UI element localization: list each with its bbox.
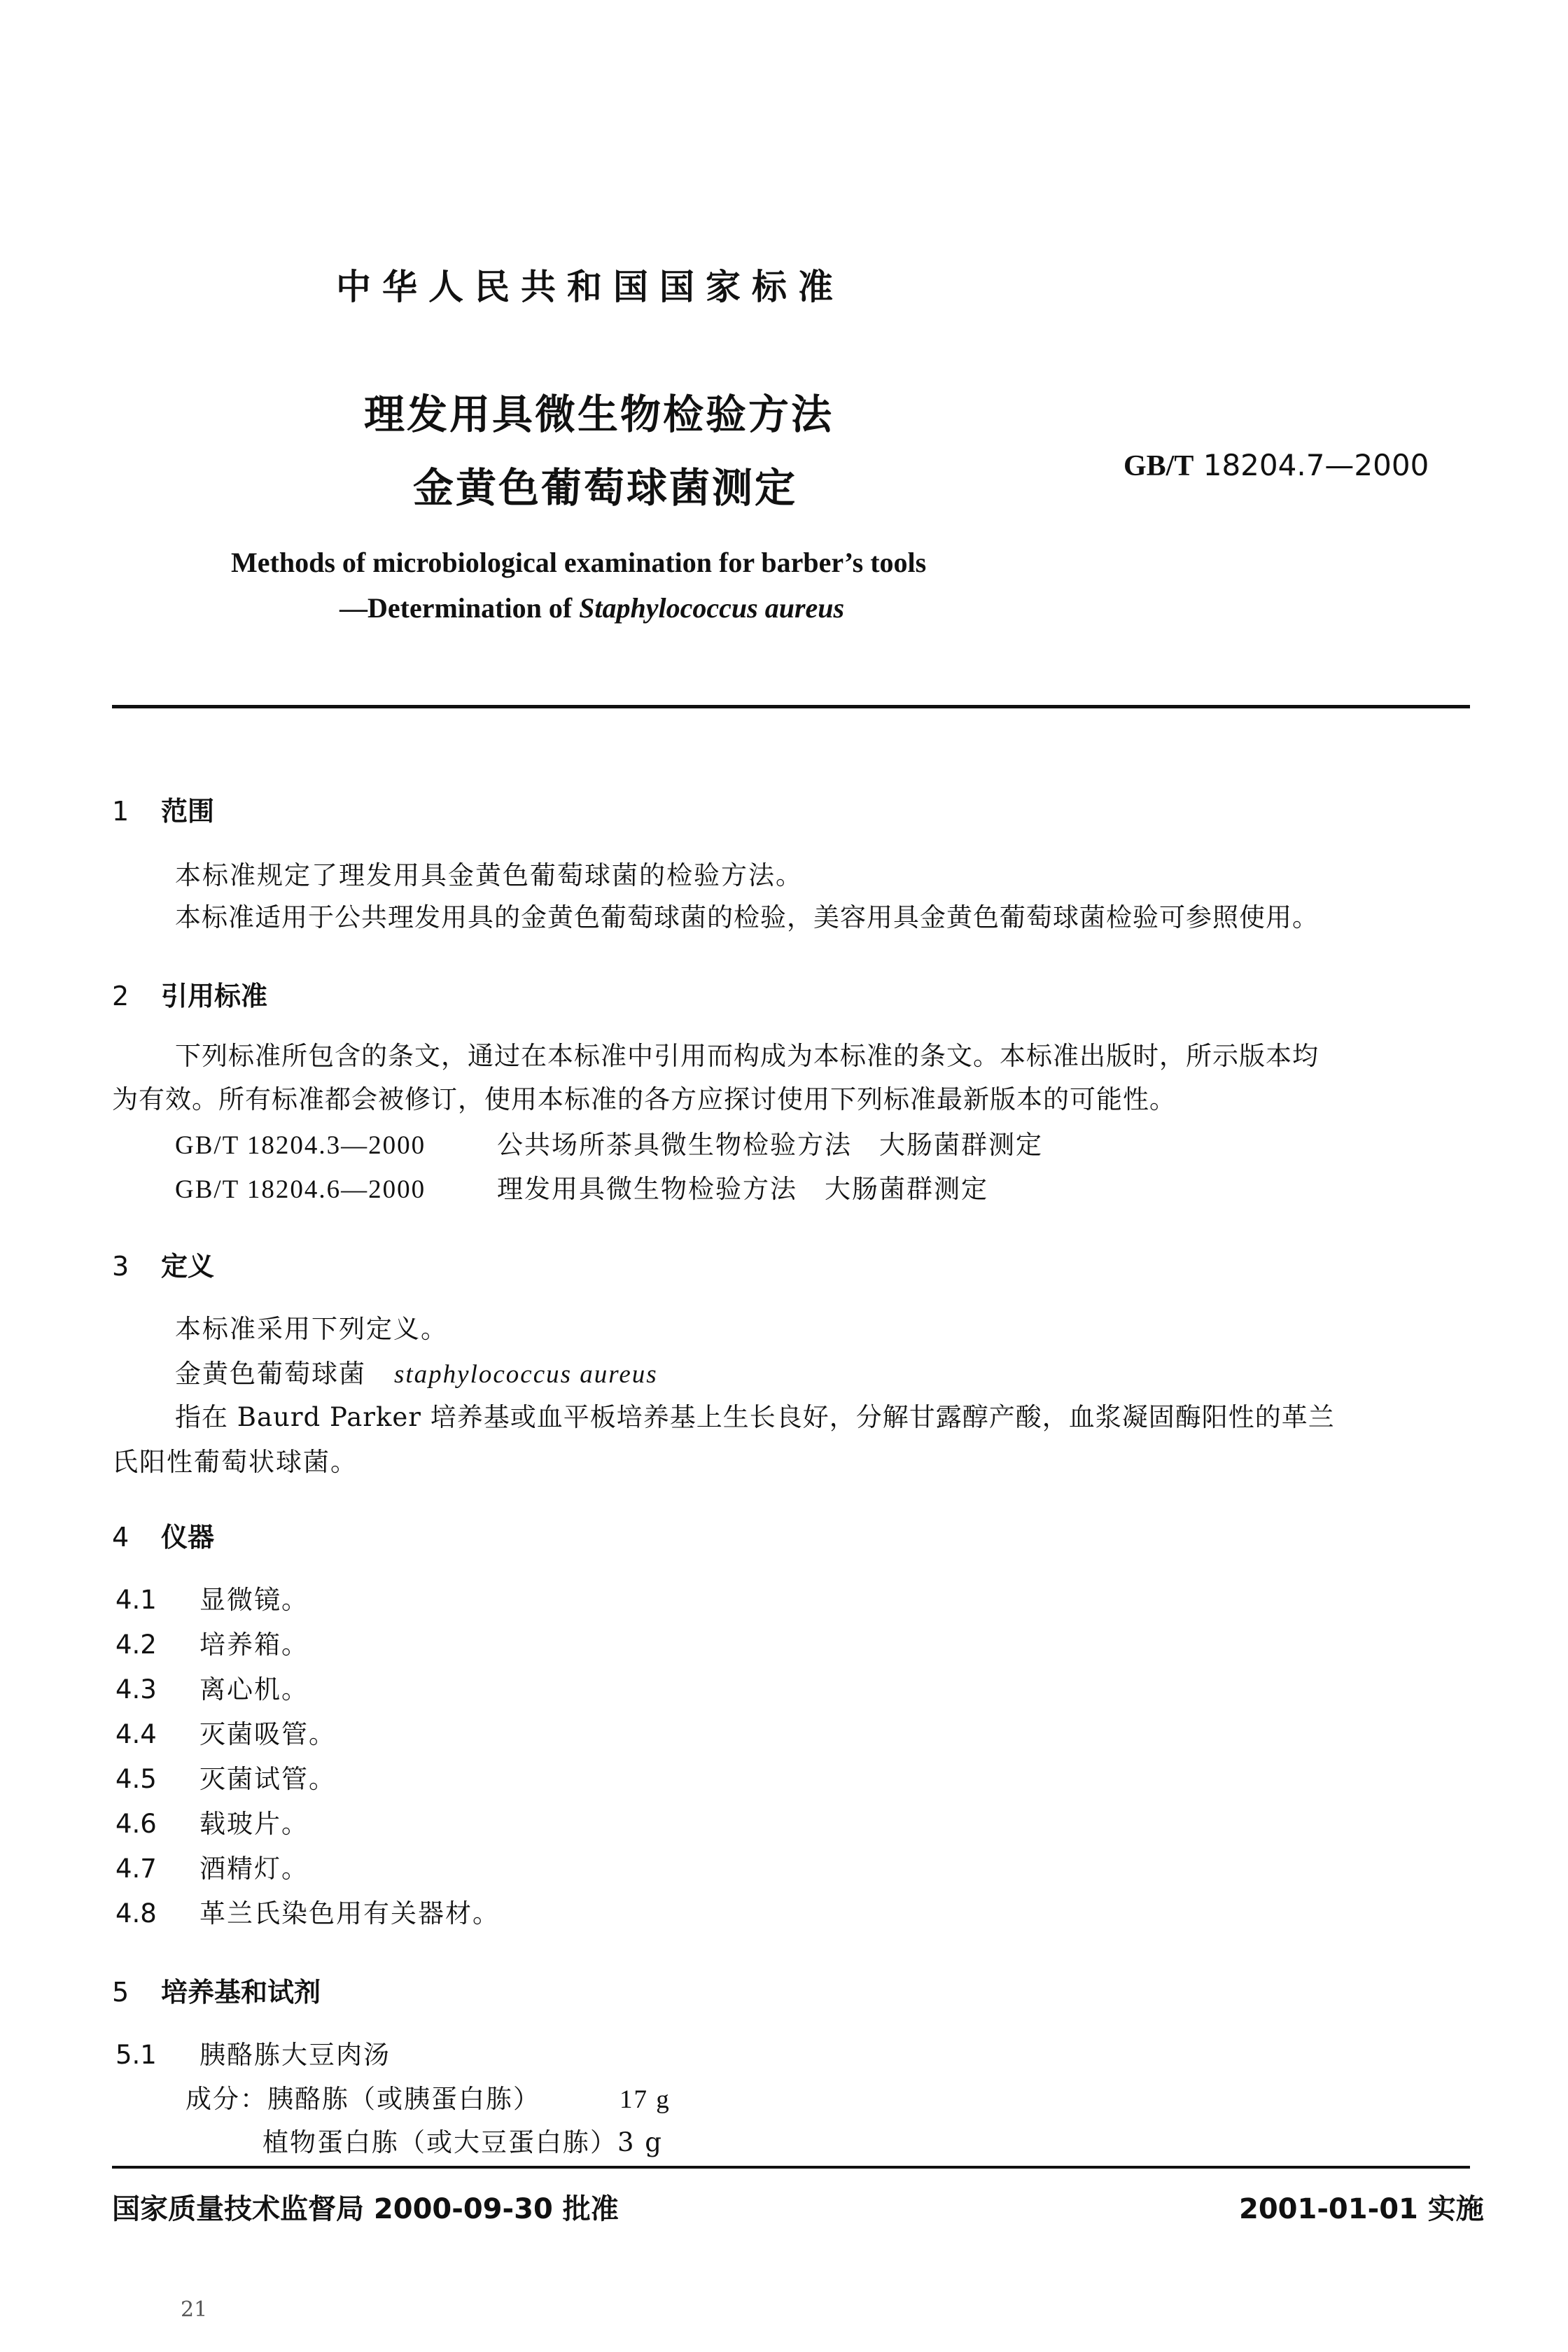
section-1-paragraph-2: 本标准适用于公共理发用具的金黄色葡萄球菌的检验，美容用具金黄色葡萄球菌检验可参照使用。 [175, 902, 1319, 932]
list-item [115, 1578, 309, 1616]
chinese-title-line1: 理发用具微生物检验方法 [364, 391, 834, 438]
list-item [115, 1668, 309, 1706]
list-item [115, 1713, 336, 1751]
term-latin: staphylococcus aureus [394, 1360, 658, 1389]
item-text: 革兰氏染色用有关器材。 [200, 1898, 500, 1928]
reference-code: GB/T 18204.3—2000 [175, 1131, 426, 1160]
section-3-paragraph-1: 本标准采用下列定义。 [175, 1314, 448, 1344]
reference-2 [175, 1168, 988, 1205]
reference-title: 理发用具微生物检验方法 大肠菌群测定 [497, 1174, 988, 1204]
item-number: 4.3 [115, 1674, 157, 1704]
item-number: 4.8 [115, 1898, 157, 1928]
item-number: 4.1 [115, 1585, 157, 1615]
item-number: 4.7 [115, 1854, 157, 1884]
english-title-line1: Methods of microbiological examination for barber’s tools [231, 547, 927, 578]
item-number: 4.4 [115, 1719, 157, 1749]
english-title-prefix: —Determination of [340, 592, 580, 624]
standard-code [1124, 448, 1429, 483]
item-number: 4.5 [115, 1764, 157, 1794]
item-text: 载玻片。 [200, 1809, 309, 1839]
item-number: 4.2 [115, 1630, 157, 1660]
ingredient-line-1 [186, 2078, 671, 2115]
definition-line2: 氏阳性葡萄状球菌。 [112, 1447, 358, 1477]
item-text: 酒精灯。 [200, 1854, 309, 1884]
ingredient-line-2: 植物蛋白胨（或大豆蛋白胨）3 g [262, 2127, 663, 2157]
section-title: 培养基和试剂 [161, 1977, 321, 2008]
ingredient-amount: 17 g [620, 2085, 671, 2114]
definition-line1: 指在 Baurd Parker 培养基或血平板培养基上生长良好，分解甘露醇产酸，血浆凝固酶阳性的革兰 [175, 1402, 1335, 1432]
section-number: 1 [112, 796, 130, 827]
item-text: 离心机。 [200, 1674, 309, 1704]
section-title: 范围 [161, 796, 215, 827]
section-1-paragraph-1: 本标准规定了理发用具金黄色葡萄球菌的检验方法。 [175, 860, 803, 890]
subsection-title: 胰酪胨大豆肉汤 [200, 2040, 391, 2070]
list-item [115, 1892, 500, 1930]
section-5-heading [112, 1970, 321, 2009]
list-item [115, 1802, 309, 1840]
chinese-title-line2: 金黄色葡萄球菌测定 [413, 464, 798, 512]
section-2-heading [112, 974, 267, 1013]
term-chinese: 金黄色葡萄球菌 [175, 1359, 366, 1389]
standard-code-prefix: GB/T [1124, 450, 1194, 482]
header-rule [112, 705, 1470, 708]
list-item [115, 1758, 336, 1795]
item-text: 显微镜。 [200, 1585, 309, 1615]
approval-statement: 国家质量技术监督局 2000-09-30 批准 [112, 2193, 619, 2225]
section-title: 定义 [161, 1251, 215, 1282]
section-2-paragraph-line2: 为有效。所有标准都会被修订，使用本标准的各方应探讨使用下列标准最新版本的可能性。 [112, 1084, 1176, 1114]
implementation-date: 2001-01-01 实施 [1239, 2193, 1484, 2225]
section-title: 仪器 [161, 1522, 215, 1553]
section-1-heading [112, 790, 214, 828]
standard-code-number: 18204.7—2000 [1203, 448, 1429, 482]
list-item [115, 1847, 309, 1885]
definition-term [175, 1352, 658, 1390]
reference-code: GB/T 18204.6—2000 [175, 1175, 426, 1204]
subsection-5-1 [115, 2033, 391, 2071]
reference-title: 公共场所茶具微生物检验方法 大肠菌群测定 [497, 1130, 1043, 1160]
item-number: 5.1 [115, 2040, 157, 2070]
page-number: 21 [181, 2297, 208, 2322]
footer-rule [112, 2166, 1470, 2169]
section-4-heading [112, 1516, 214, 1554]
section-3-heading [112, 1245, 214, 1283]
national-standard-heading: 中华人民共和国国家标准 [336, 267, 844, 307]
section-number: 4 [112, 1522, 130, 1553]
item-text: 灭菌吸管。 [200, 1719, 336, 1749]
ingredient-name: 成分：胰酪胨（或胰蛋白胨） [186, 2084, 540, 2114]
item-text: 培养箱。 [200, 1630, 309, 1660]
list-item [115, 1623, 309, 1661]
section-number: 3 [112, 1251, 130, 1282]
section-title: 引用标准 [161, 981, 268, 1011]
english-title-species: Staphylococcus aureus [579, 592, 845, 624]
reference-1 [175, 1124, 1043, 1161]
item-number: 4.6 [115, 1809, 157, 1839]
section-number: 2 [112, 981, 130, 1011]
item-text: 灭菌试管。 [200, 1764, 336, 1794]
section-2-paragraph-line1: 下列标准所包含的条文，通过在本标准中引用而构成为本标准的条文。本标准出版时，所示版本均 [175, 1041, 1319, 1071]
section-number: 5 [112, 1977, 130, 2008]
english-title-line2 [340, 592, 844, 624]
